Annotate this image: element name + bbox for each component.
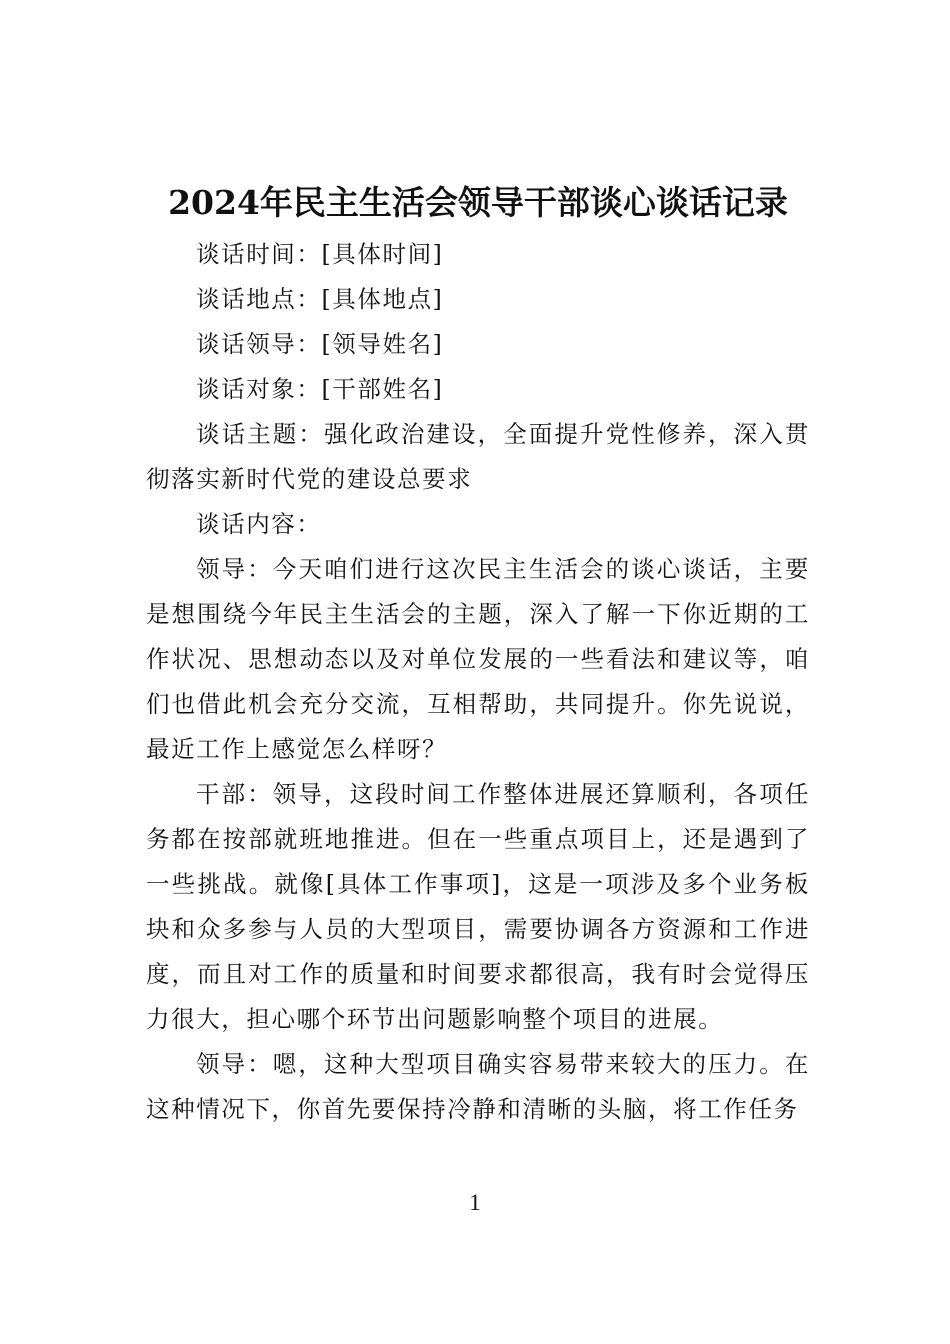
dialogue-paragraph: 干部：领导，这段时间工作整体进展还算顺利，各项任务都在按部就班地推进。但在一些重点项目上，还是遇到了一些挑战。就像[具体工作事项]，这是一项涉及多个业务板块和众多参与人员的大型项目，需要协调各方资源和工作进度，而且对工作的质量和时间要求都很高，我有时会觉得压力很大，担心哪个环节出问题影响整个项目的进展。 [146,780,810,1033]
dialogue-paragraph: 领导：今天咱们进行这次民主生活会的谈心谈话，主要是想围绕今年民主生活会的主题，深入了解一下你近期的工作状况、思想动态以及对单位发展的一些看法和建议等，咱们也借此机会充分交流，互相帮助，共同提升。你先说说，最近工作上感觉怎么样呀？ [146,555,810,763]
meta-topic: 谈话主题：强化政治建设，全面提升党性修养，深入贯彻落实新时代党的建设总要求 [146,420,810,493]
page-number: 1 [469,1190,481,1215]
meta-subject: 谈话对象：[干部姓名] [196,375,444,403]
content-heading: 谈话内容： [196,510,322,538]
document-title: 2024年民主生活会领导干部谈心谈话记录 [168,183,788,222]
dialogue-paragraph: 领导：嗯，这种大型项目确实容易带来较大的压力。在这种情况下，你首先要保持冷静和清晰的头脑，将工作任务 [146,1050,810,1123]
meta-time: 谈话时间：[具体时间] [196,240,444,268]
document-body [146,178,810,1132]
meta-location: 谈话地点：[具体地点] [196,285,444,313]
meta-leader: 谈话领导：[领导姓名] [196,330,444,358]
